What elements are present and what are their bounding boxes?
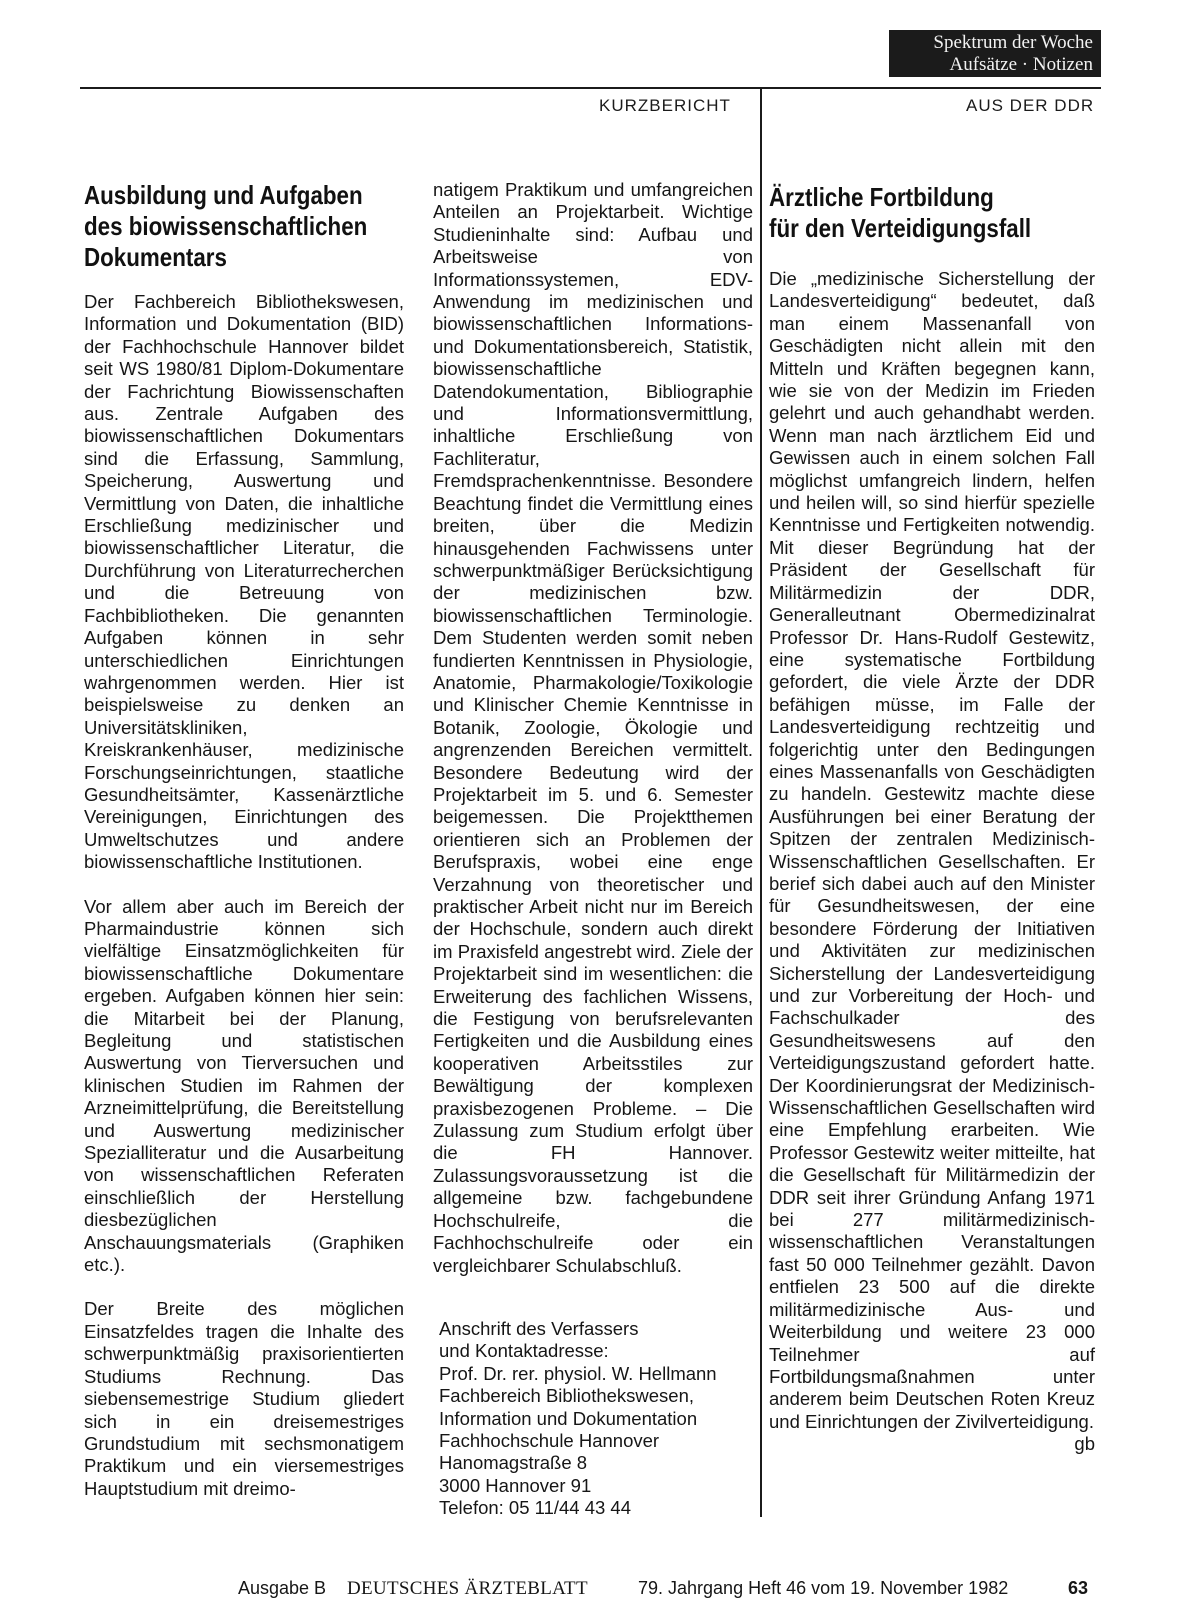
footer-journal: DEUTSCHES ÄRZTEBLATT [347,1578,588,1599]
address-line: Telefon: 05 11/44 43 44 [439,1497,632,1519]
author-address [439,1318,779,1520]
header-rule [80,87,1101,89]
article2-headline-line-2: für den Verteidigungsfall [769,213,1032,243]
footer-issue: 79. Jahrgang Heft 46 vom 19. November 1982 [638,1578,1009,1598]
article1-paragraph-2: Vor allem aber auch im Bereich der Pharmaindustrie können sich vielfältige Einsatzmöglichkeiten für biowissenschaftliche Dokumentare ergeben. Aufgaben können hier sein: die Mitarbeit bei der Planung, Begleitung und statistischen Auswertung von Tierversuchen und klinischen Studien im Rahmen der Arzneimittelprüfung, die Bereitstellung und Auswertung medizinischer Spezialliteratur und die Ausarbeitung von wissenschaftlichen Referaten einschließlich der Herstellung diesbezüglichen Anschauungsmaterials (Graphiken etc.). [84,895,404,1276]
article1-headline [84,180,367,273]
article2-body-text: Die „medizinische Sicherstellung der Landesverteidigung“ bedeutet, daß man einem Massenanfall von Geschädigten nicht allein mit den Mitteln und Kräften begegnen kann, wie sie von der Medizin im Frieden gelehrt und auch gehandhabt werden. Wenn man nach ärztlichem Eid und Gewissen auch in einem solchen Fall möglichst umfangreich lindern, helfen und heilen will, so sind hierfür spezielle Kenntnisse und Fertigkeiten notwendig. Mit dieser Begründung hat der Präsident der Gesellschaft für Militärmedizin der DDR, Generalleutnant Obermedizinalrat Professor Dr. Hans-Rudolf Gestewitz, eine systematische Fortbildung gefordert, die viele Ärzte der DDR befähigen müsse, im Falle der Landesverteidigung rechtzeitig und folgerichtig unter den Bedingungen eines Massenanfalls von Geschädigten zu handeln. Gestewitz machte diese Ausführungen bei einer Beratung der Spitzen der zentralen Medizinisch-Wissenschaftlichen Gesellschaften. Er berief sich dabei auch auf den Minister für Gesundheitswesen, der eine besondere Förderung der Initiativen und Aktivitäten zur medizinischen Sicherstellung der Landesverteidigung und zur Vorbereitung der Hoch- und Fachschulkader des Gesundheitswesens auf den Verteidigungszustand gefordert hatte. Der Koordinierungsrat der Medizinisch-Wissenschaftlichen Gesellschaften wird eine Empfehlung erarbeiten. Wie Professor Gestewitz weiter mitteilte, hat die Gesellschaft für Militärmedizin der DDR seit ihrer Gründung Anfang 1971 bei 277 militärmedizinisch-wissenschaftlichen Veranstaltungen fast 50 000 Teilnehmer gezählt. Davon entfielen 23 500 auf die direkte militärmedizinische Aus- und Weiterbildung und weitere 23 000 Teilnehmer auf Fortbildungsmaßnahmen unter anderem beim Deutschen Roten Kreuz und Einrichtungen der Zivilverteidigung. [769,268,1095,1432]
address-line: und Kontaktadresse: [439,1340,609,1362]
section-badge [889,30,1101,77]
article1-paragraph-1: Der Fachbereich Bibliothekswesen, Information und Dokumentation (BID) der Fachhochschule Hannover bildet seit WS 1980/81 Diplom-Dokumentare der Fachrichtung Biowissenschaften aus. Zentrale Aufgaben des biowissenschaftlichen Dokumentars sind die Erfassung, Sammlung, Speicherung, Auswertung und Vermittlung von Daten, die inhaltliche Erschließung medizinischer und biowissenschaftlicher Literatur, die Durchführung von Literaturrecherchen und die Betreuung von Fachbibliotheken. Die genannten Aufgaben können in sehr unterschiedlichen Einrichtungen wahrgenommen werden. Hier ist beispielsweise zu denken an Universitätskliniken, Kreiskrankenhäuser, medizinische Forschungseinrichtungen, staatliche Gesundheitsämter, Kassenärztliche Vereinigungen, Einrichtungen des Umweltschutzes und andere biowissenschaftliche Institutionen. [84,291,404,873]
article1-paragraph-3: Der Breite des möglichen Einsatzfeldes tragen die Inhalte des schwerpunktmäßig praxisorientierten Studiums Rechnung. Das siebensemestrige Studium gliedert sich in ein dreisemestriges Grundstudium mit sechsmonatigem Praktikum und ein viersemestriges Hauptstudium mit dreimo- [84,1298,404,1499]
footer-edition: Ausgabe B [238,1578,327,1598]
page-number: 63 [1068,1578,1089,1598]
article1-headline-line-3: Dokumentars [84,242,227,272]
article1-paragraph-4: natigem Praktikum und umfangreichen Anteilen an Projektarbeit. Wichtige Studieninhalte sind: Aufbau und Arbeitsweise von Informationssystemen, EDV-Anwendung im medizinischen und biowissenschaftlichen Informations- und Dokumentationsbereich, Statistik, biowissenschaftliche Datendokumentation, Bibliographie und Informationsvermittlung, inhaltliche Erschließung von Fachliteratur, Fremdsprachenkenntnisse. Besondere Beachtung findet die Vermittlung eines breiten, über die Medizin hinausgehenden Fachwissens unter schwerpunktmäßiger Berücksichtigung der medizinischen bzw. biowissenschaftlichen Terminologie. Dem Studenten werden somit neben fundierten Kenntnissen in Physiologie, Anatomie, Pharmakologie/Toxikologie und Klinischer Chemie Kenntnisse in Botanik, Zoologie, Ökologie und angrenzenden Bereichen vermittelt. Besondere Bedeutung wird der Projektarbeit im 5. und 6. Semester beigemessen. Die Projektthemen orientieren sich an Problemen der Berufspraxis, wobei eine enge Verzahnung von theoretischer und praktischer Arbeit nicht nur im Bereich der Hochschule, sondern auch direkt im Praxisfeld angestrebt wird. Ziele der Projektarbeit sind im wesentlichen: die Erweiterung des fachlichen Wissens, die Festigung von berufsrelevanten Fertigkeiten und die Ausbildung eines kooperativen Arbeitsstiles zur Bewältigung der komplexen praxisbezogenen Probleme. – Die Zulassung zum Studium erfolgt über die FH Hannover. Zulassungsvoraussetzung ist die allgemeine bzw. fachgebundene Hochschulreife, die Fachhochschulreife oder ein vergleichbarer Schulabschluß. [433,179,753,1276]
article2-headline-line-1: Ärztliche Fortbildung [769,182,994,212]
article1-column-2 [433,179,753,1277]
section-label-left: KURZBERICHT [599,96,731,115]
article2-body [769,268,1095,1455]
address-line: 3000 Hannover 91 [439,1474,592,1496]
column-divider [760,87,762,1517]
badge-line-1: Spektrum der Woche [933,32,1093,53]
address-line: Fachhochschule Hannover [439,1430,660,1452]
author-signature: gb [1074,1433,1095,1455]
article2-column [769,268,1095,1456]
address-line: Prof. Dr. rer. physiol. W. Hellmann [439,1362,717,1384]
page-footer [0,1578,1095,1608]
address-line: Information und Dokumentation [439,1407,698,1429]
address-line: Anschrift des Verfassers [439,1318,639,1339]
section-label-right: AUS DER DDR [966,96,1095,115]
article1-headline-line-1: Ausbildung und Aufgaben [84,180,363,210]
address-line: Hanomagstraße 8 [439,1452,588,1474]
article2-headline [769,182,1031,244]
article1-headline-line-2: des biowissenschaftlichen [84,211,368,241]
badge-line-2: Aufsätze · Notizen [949,54,1093,75]
article1-column-1 [84,291,404,1500]
address-line: Fachbereich Bibliothekswesen, [439,1385,695,1407]
